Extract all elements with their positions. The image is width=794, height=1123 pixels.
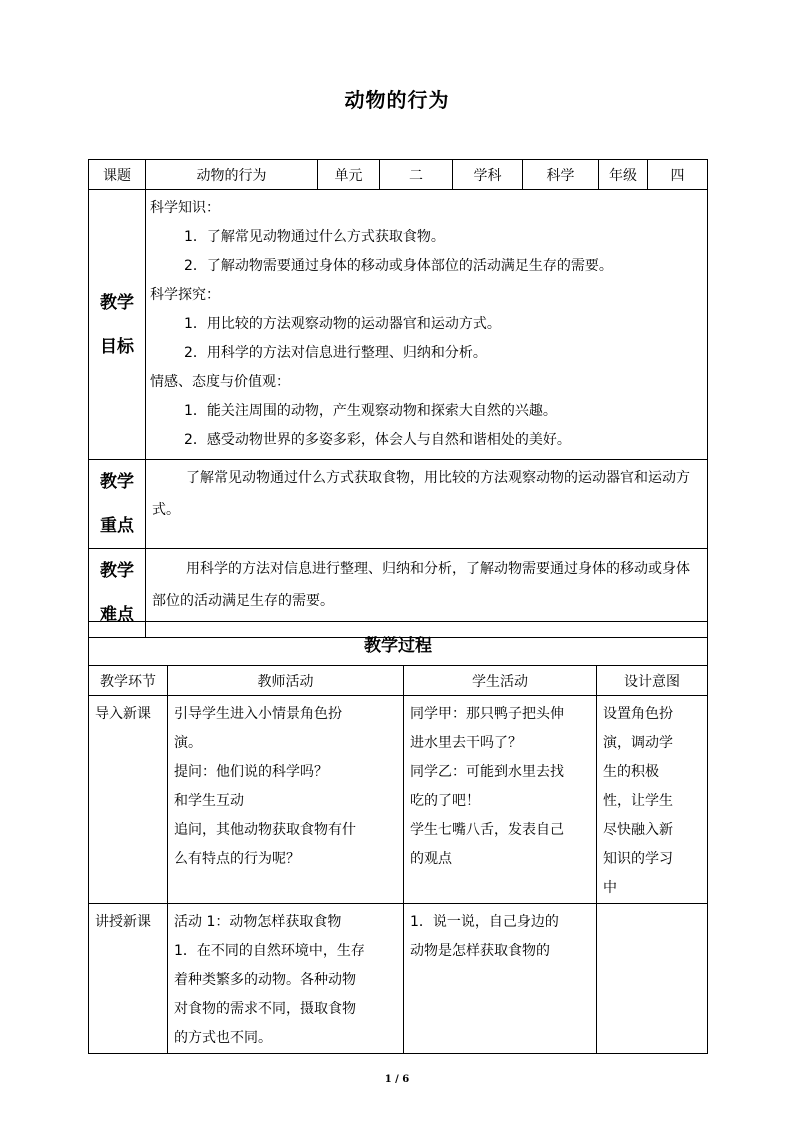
info-row — [89, 160, 708, 190]
goals-line: 1．能关注周围的动物，产生观察动物和探索大自然的兴趣。 — [184, 403, 557, 419]
teacher-activity-cell: 活动 1：动物怎样获取食物 1．在不同的自然环境中，生存 着种类繁多的动物。各种动物 对食物的需求不同，摄取食物 的方式也不同。 — [168, 904, 404, 1054]
header-intent: 设计意图 — [597, 666, 708, 696]
stage-cell: 导入新课 — [89, 696, 168, 904]
document-title: 动物的行为 — [344, 88, 450, 112]
process-title: 教学过程 — [89, 622, 708, 666]
difficulties-label: 教学 难点 — [89, 549, 146, 638]
goals-label: 教学 目标 — [89, 190, 146, 460]
goals-line: 情感、态度与价值观： — [150, 374, 290, 390]
keypoints-label: 教学 重点 — [89, 460, 146, 549]
goals-line: 1．了解常见动物通过什么方式获取食物。 — [184, 229, 445, 245]
goals-line: 2．了解动物需要通过身体的移动或身体部位的活动满足生存的需要。 — [184, 258, 613, 274]
stage-cell: 讲授新课 — [89, 904, 168, 1054]
topic-value: 动物的行为 — [146, 160, 318, 190]
student-activity-cell: 1．说一说，自己身边的 动物是怎样获取食物的 — [404, 904, 597, 1054]
unit-value: 二 — [380, 160, 453, 190]
grade-value: 四 — [648, 160, 708, 190]
design-intent-cell — [597, 904, 708, 1054]
unit-label: 单元 — [318, 160, 380, 190]
goals-line: 2．用科学的方法对信息进行整理、归纳和分析。 — [184, 345, 487, 361]
student-activity-cell: 同学甲：那只鸭子把头伸 进水里去干吗了？ 同学乙：可能到水里去找 吃的了吧！ 学生七嘴八舌，发表自己 的观点 — [404, 696, 597, 904]
goals-row — [89, 190, 708, 460]
goals-line: 科学知识： — [150, 200, 220, 216]
goals-line: 科学探究： — [150, 287, 220, 303]
process-table — [88, 621, 708, 1054]
process-header-row — [89, 666, 708, 696]
keypoints-row — [89, 460, 708, 549]
teacher-activity-cell: 引导学生进入小情景角色扮 演。 提问：他们说的科学吗？ 和学生互动 追问，其他动物获取食物有什 么有特点的行为呢？ — [168, 696, 404, 904]
process-row — [89, 904, 708, 1054]
design-intent-cell: 设置角色扮 演，调动学 生的积极 性，让学生 尽快融入新 知识的学习 中 — [597, 696, 708, 904]
difficulties-content: 用科学的方法对信息进行整理、归纳和分析，了解动物需要通过身体的移动或身体部位的活动满足生存的需要。 — [146, 549, 708, 638]
topic-label: 课题 — [89, 160, 146, 190]
process-row — [89, 696, 708, 904]
page-number: 1 / 6 — [384, 1074, 410, 1085]
header-student: 学生活动 — [404, 666, 597, 696]
goals-line: 2．感受动物世界的多姿多彩，体会人与自然和谐相处的美好。 — [184, 432, 571, 448]
goals-content — [146, 190, 708, 460]
grade-label: 年级 — [599, 160, 648, 190]
subject-label: 学科 — [453, 160, 523, 190]
header-stage: 教学环节 — [89, 666, 168, 696]
goals-line: 1．用比较的方法观察动物的运动器官和运动方式。 — [184, 316, 501, 332]
lesson-info-table — [88, 159, 708, 638]
keypoints-content: 了解常见动物通过什么方式获取食物，用比较的方法观察动物的运动器官和运动方式。 — [146, 460, 708, 549]
process-title-row — [89, 622, 708, 666]
subject-value: 科学 — [523, 160, 599, 190]
header-teacher: 教师活动 — [168, 666, 404, 696]
